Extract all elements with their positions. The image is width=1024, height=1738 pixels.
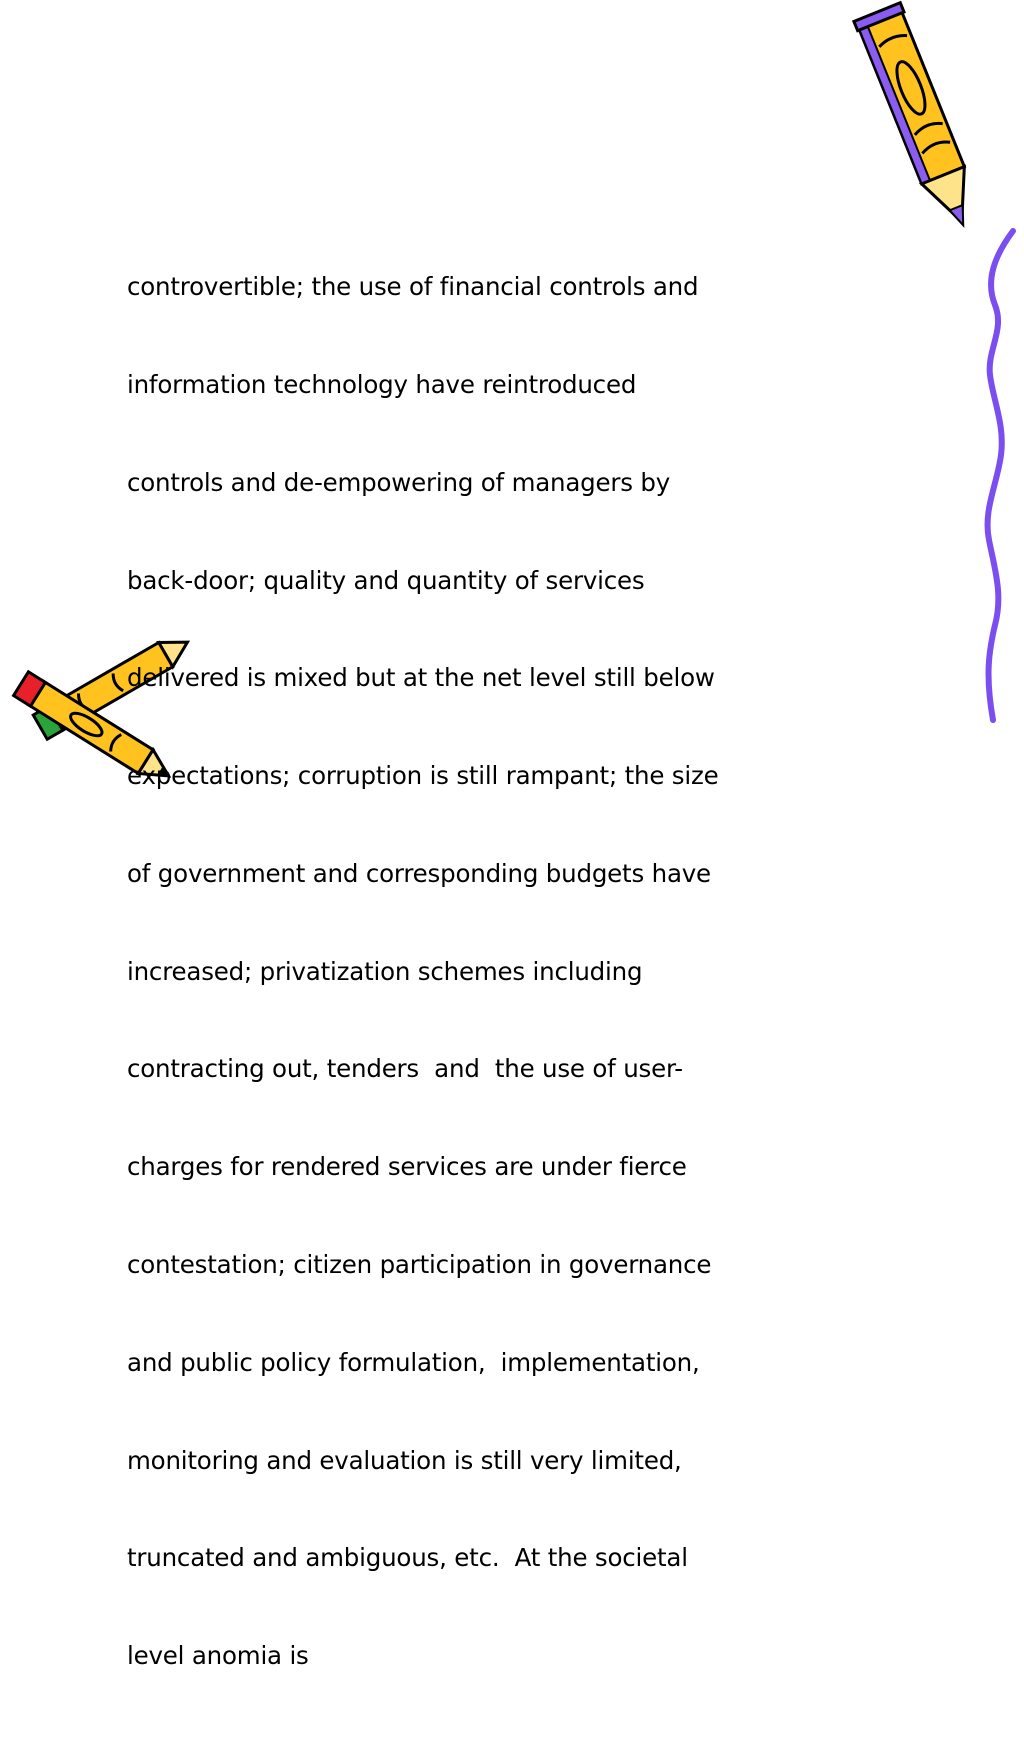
- body-line: of government and corresponding budgets have: [127, 858, 711, 888]
- body-line: back-door; quality and quantity of services: [127, 565, 645, 595]
- body-line: contestation; citizen participation in governance: [127, 1250, 712, 1279]
- body-line: information technology have reintroduced: [127, 369, 637, 399]
- body-line: monitoring and evaluation is still very limited,: [127, 1445, 682, 1475]
- body-line: level anomia is: [127, 1641, 309, 1671]
- squiggle-line-icon: [965, 225, 1024, 725]
- body-line: controls and de-empowering of managers by: [127, 467, 671, 497]
- body-line: and public policy formulation, implementation,: [127, 1347, 700, 1377]
- body-line: expectations; corruption is still rampant; the size: [127, 761, 719, 791]
- body-line: contracting out, tenders and the use of user-: [127, 1054, 683, 1084]
- body-line: increased; privatization schemes including: [127, 956, 643, 986]
- body-line: truncated and ambiguous, etc. At the societal: [127, 1543, 688, 1573]
- body-line: controvertible; the use of financial controls and: [127, 272, 699, 302]
- body-text: [127, 206, 927, 1738]
- body-line: charges for rendered services are under fierce: [127, 1152, 687, 1182]
- body-line: delivered is mixed but at the net level still below: [127, 663, 715, 693]
